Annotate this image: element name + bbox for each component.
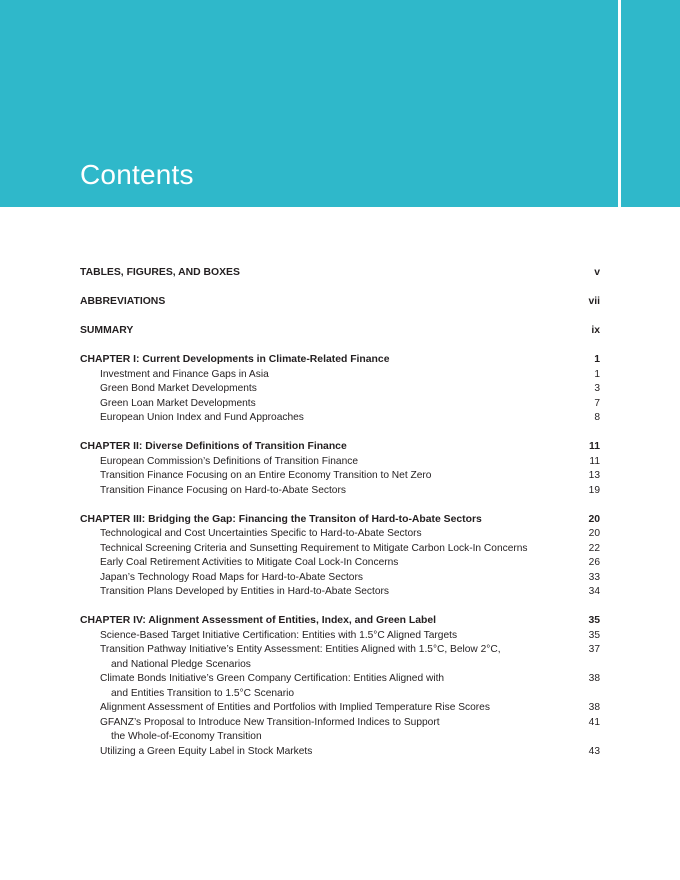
toc-entry-page: 33: [588, 571, 600, 583]
toc-entry-title: [100, 643, 589, 672]
toc-entry-title: [100, 527, 589, 542]
toc-entry-row[interactable]: [80, 556, 600, 571]
toc-entry-line: Green Bond Market Developments: [100, 383, 257, 394]
toc-entry-page: 20: [588, 528, 600, 539]
toc-heading-row[interactable]: [80, 266, 600, 281]
toc-entry-page: 19: [588, 484, 600, 496]
toc-entry-row[interactable]: [80, 643, 600, 672]
toc-entry-title: [100, 397, 594, 412]
toc-entry-line: Green Loan Market Developments: [100, 397, 256, 409]
toc-entry-page: 41: [588, 716, 600, 728]
toc-entry-line: Investment and Finance Gaps in Asia: [100, 368, 269, 380]
toc-entry-row[interactable]: [80, 716, 600, 745]
toc-entry-line: Early Coal Retirement Activities to Mitigate Coal Lock-In Concerns: [100, 557, 399, 568]
toc-heading-page: v: [594, 267, 600, 278]
toc-entry-page: 38: [588, 702, 600, 713]
toc-section: [80, 513, 600, 600]
toc-entry-page: 38: [588, 673, 600, 684]
toc-entry-title: [100, 542, 589, 557]
toc-entry-title: [100, 701, 589, 716]
toc-entry-row[interactable]: [80, 368, 600, 383]
toc-heading-title: TABLES, FIGURES, AND BOXES: [80, 267, 240, 278]
toc-entry-page: 34: [588, 586, 600, 597]
toc-entry-page: 11: [589, 455, 600, 467]
toc-entry-row[interactable]: [80, 701, 600, 716]
toc-entry-continuation: and Entities Transition to 1.5°C Scenario: [111, 687, 295, 699]
toc-entry-row[interactable]: [80, 745, 600, 760]
toc-section: [80, 295, 600, 310]
toc-entry-title: [100, 556, 589, 571]
toc-section: [80, 440, 600, 498]
toc-entry-line: Transition Plans Developed by Entities in Hard-to-Abate Sectors: [100, 586, 389, 597]
toc-entry-row[interactable]: [80, 484, 600, 499]
toc-entry-row[interactable]: [80, 542, 600, 557]
toc-entry-title: [100, 469, 589, 484]
toc-heading-row[interactable]: [80, 295, 600, 310]
toc-heading-row[interactable]: [80, 324, 600, 339]
toc-entry-line: Transition Finance Focusing on an Entire Economy Transition to Net Zero: [100, 470, 432, 481]
toc-entry-row[interactable]: [80, 397, 600, 412]
toc-heading-row[interactable]: [80, 440, 600, 455]
toc-entry-page: 35: [588, 629, 600, 641]
toc-entry-line: Transition Finance Focusing on Hard-to-Abate Sectors: [100, 484, 346, 496]
toc-entry-title: [100, 672, 589, 701]
header-divider: [618, 0, 621, 207]
toc-entry-line: Utilizing a Green Equity Label in Stock Markets: [100, 745, 313, 757]
toc-entry-row[interactable]: [80, 527, 600, 542]
toc-entry-row[interactable]: [80, 672, 600, 701]
toc-heading-row[interactable]: [80, 614, 600, 629]
toc-entry-line: Science-Based Target Initiative Certification: Entities with 1.5°C Aligned Targets: [100, 629, 458, 641]
toc-entry-page: 3: [594, 383, 600, 394]
toc-entry-title: [100, 455, 589, 470]
toc-entry-page: 13: [588, 470, 600, 481]
toc-entry-row[interactable]: [80, 469, 600, 484]
toc-entry-title: [100, 629, 589, 644]
toc-heading-row[interactable]: [80, 353, 600, 368]
toc-entry-line: Technical Screening Criteria and Sunsetting Requirement to Mitigate Carbon Lock-In Concerns: [100, 542, 528, 554]
toc-entry-row[interactable]: [80, 382, 600, 397]
toc-heading-title: CHAPTER IV: Alignment Assessment of Entities, Index, and Green Label: [80, 615, 437, 626]
toc-heading-page: 35: [588, 615, 600, 626]
toc-heading-page: vii: [588, 296, 600, 307]
toc-entry-line: European Commission’s Definitions of Transition Finance: [100, 455, 359, 467]
toc-entry-line: Transition Pathway Initiative’s Entity Assessment: Entities Aligned with 1.5°C, Below 2°C,: [100, 644, 501, 655]
toc-entry-page: 26: [588, 557, 600, 568]
toc-heading-title: SUMMARY: [80, 325, 134, 336]
toc-section: [80, 614, 600, 759]
toc-entry-title: [100, 484, 589, 499]
toc-heading-title: CHAPTER II: Diverse Definitions of Transition Finance: [80, 441, 347, 452]
toc-heading-page: 20: [588, 513, 600, 525]
toc-heading-page: 1: [594, 354, 600, 365]
toc-entry-page: 7: [594, 397, 600, 409]
toc-heading-page: 11: [589, 441, 600, 452]
toc-entry-row[interactable]: [80, 585, 600, 600]
toc-entry-page: 1: [594, 368, 600, 380]
toc-heading-page: ix: [591, 325, 600, 336]
toc-entry-title: [100, 571, 589, 586]
table-of-contents: [80, 266, 600, 774]
toc-section: [80, 353, 600, 426]
toc-entry-title: [100, 411, 594, 426]
toc-entry-title: [100, 585, 589, 600]
toc-entry-continuation: and National Pledge Scenarios: [111, 658, 251, 670]
toc-entry-page: 43: [588, 745, 600, 757]
toc-entry-row[interactable]: [80, 455, 600, 470]
toc-entry-line: Climate Bonds Initiative’s Green Company Certification: Entities Aligned with: [100, 673, 445, 684]
toc-entry-title: [100, 382, 594, 397]
toc-entry-title: [100, 745, 589, 760]
toc-entry-line: Japan’s Technology Road Maps for Hard-to-Abate Sectors: [100, 571, 363, 583]
toc-entry-line: European Union Index and Fund Approaches: [100, 412, 304, 423]
toc-entry-row[interactable]: [80, 411, 600, 426]
toc-entry-page: 8: [594, 412, 600, 423]
toc-entry-page: 22: [588, 542, 600, 554]
toc-entry-title: [100, 368, 594, 383]
toc-section: [80, 266, 600, 281]
page-title: Contents: [80, 159, 194, 190]
toc-entry-line: Technological and Cost Uncertainties Specific to Hard-to-Abate Sectors: [100, 528, 422, 539]
toc-heading-title: CHAPTER III: Bridging the Gap: Financing the Transiton of Hard-to-Abate Sectors: [80, 513, 482, 525]
toc-heading-row[interactable]: [80, 513, 600, 528]
toc-entry-continuation: the Whole-of-Economy Transition: [111, 731, 262, 742]
toc-section: [80, 324, 600, 339]
toc-heading-title: ABBREVIATIONS: [80, 296, 166, 307]
toc-entry-line: GFANZ’s Proposal to Introduce New Transition-Informed Indices to Support: [100, 716, 440, 728]
toc-entry-row[interactable]: [80, 629, 600, 644]
toc-entry-row[interactable]: [80, 571, 600, 586]
toc-entry-title: [100, 716, 589, 745]
toc-entry-page: 37: [588, 644, 600, 655]
toc-entry-line: Alignment Assessment of Entities and Portfolios with Implied Temperature Rise Scores: [100, 702, 490, 713]
toc-heading-title: CHAPTER I: Current Developments in Climate-Related Finance: [80, 354, 390, 365]
